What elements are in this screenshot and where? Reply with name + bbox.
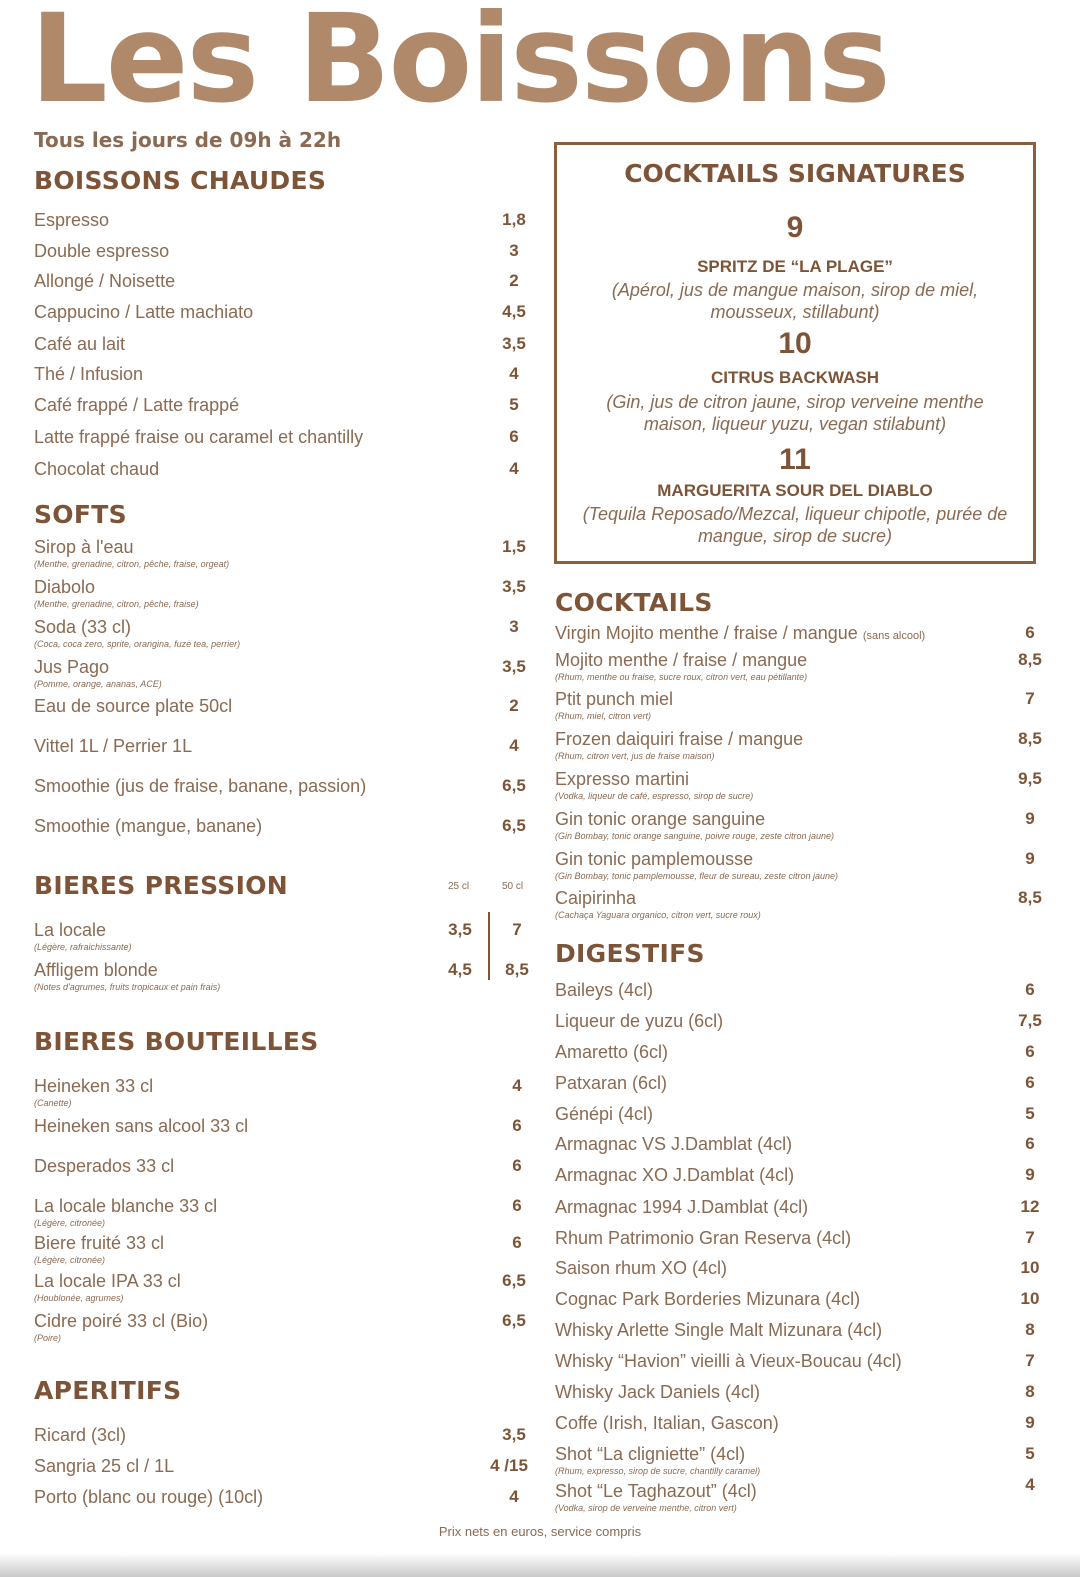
item-name-text: Virgin Mojito menthe / fraise / mangue [555,623,858,643]
item-description: (Rhum, expresso, sirop de sucre, chantilly caramel) [555,1466,761,1476]
item-name: Armagnac VS J.Damblat (4cl) [555,1134,793,1154]
item-price: 6,5 [502,776,526,795]
item-name: Espresso [34,210,110,230]
item-name: Double espresso [34,241,170,261]
item-price: 1,8 [502,210,526,229]
item-price: 9 [1025,1413,1035,1432]
item-name: Cappucino / Latte machiato [34,302,254,322]
item-price: 10 [1020,1258,1040,1277]
item-price: 8,5 [1018,729,1042,748]
item-price: 6 [1025,1134,1035,1153]
signature-name: CITRUS BACKWASH [710,368,880,387]
item-price: 2 [509,271,519,290]
section-title-signature-cocktails: COCKTAILS SIGNATURES [624,159,966,188]
item-name: Whisky “Havion” vieilli à Vieux-Boucau (4cl) [555,1351,902,1371]
item-price: 6,5 [502,1271,526,1290]
item-name: Smoothie (jus de fraise, banane, passion) [34,776,367,796]
item-price: 6 [1025,1073,1035,1092]
item-name: La locale IPA 33 cl [34,1271,181,1291]
item-name: Café au lait [34,334,126,354]
item-description: (Gin Bombay, tonic pamplemousse, fleur de sureau, zeste citron jaune) [555,871,838,881]
item-name: Génépi (4cl) [555,1104,654,1124]
item-name: Affligem blonde [34,960,158,980]
signature-name: MARGUERITA SOUR DEL DIABLO [657,481,933,500]
item-name: Desperados 33 cl [34,1156,175,1176]
item-description: (Canette) [34,1098,72,1108]
item-price: 9,5 [1018,769,1042,788]
item-description: (Rhum, miel, citron vert) [555,711,652,721]
item-name [555,623,925,644]
item-name: Armagnac XO J.Damblat (4cl) [555,1165,795,1185]
item-name: Smoothie (mangue, banane) [34,816,263,836]
item-price-small: 3,5 [448,920,472,939]
item-price: 8,5 [1018,650,1042,669]
item-name: Diabolo [34,577,96,597]
item-description: (Menthe, grenadine, citron, pêche, fraise, orgeat) [34,559,230,569]
item-price: 7 [1025,689,1035,708]
item-price: 6 [1025,623,1035,642]
item-name: Biere fruité 33 cl [34,1233,165,1253]
item-name: Ptit punch miel [555,689,674,709]
item-name: Jus Pago [34,657,110,677]
item-name: Shot “Le Taghazout” (4cl) [555,1481,757,1501]
item-price: 6,5 [502,1311,526,1330]
item-price: 4 [512,1076,522,1095]
item-name: Heineken sans alcool 33 cl [34,1116,249,1136]
item-name: Café frappé / Latte frappé [34,395,240,415]
item-price: 9 [1025,1165,1035,1184]
item-price: 6 [512,1156,522,1175]
item-description: (Légère, rafraichissante) [34,942,132,952]
item-price: 7 [1025,1228,1035,1247]
item-price: 6 [512,1116,522,1135]
item-price: 5 [1025,1444,1035,1463]
left-column [34,0,544,1577]
item-name: Cidre poiré 33 cl (Bio) [34,1311,209,1331]
item-name: Eau de source plate 50cl [34,696,233,716]
item-name: Soda (33 cl) [34,617,132,637]
item-price: 5 [509,395,519,414]
item-price: 6 [1025,1042,1035,1061]
footer-note: Prix nets en euros, service compris [438,1524,642,1539]
item-description: (Pomme, orange, ananas, ACE) [34,679,162,689]
item-name: Chocolat chaud [34,459,160,479]
section-title-aperitifs: APERITIFS [34,1376,182,1405]
alcohol-free-tag: (sans alcool) [862,630,926,642]
item-name: Patxaran (6cl) [555,1073,668,1093]
signature-price: 11 [779,443,811,476]
item-price: 4 [1025,1475,1035,1494]
item-name: Allongé / Noisette [34,271,176,291]
item-price: 9 [1025,849,1035,868]
section-title-hot-drinks: BOISSONS CHAUDES [34,166,327,195]
item-price: 9 [1025,809,1035,828]
item-price: 6,5 [502,816,526,835]
price-column-divider [488,912,490,980]
item-price: 6 [512,1196,522,1215]
item-name: Baileys (4cl) [555,980,654,1000]
item-price: 6 [512,1233,522,1252]
item-price: 3,5 [502,657,526,676]
item-description: (Légère, citronée) [34,1255,106,1265]
item-name: Saison rhum XO (4cl) [555,1258,728,1278]
item-price: 6 [1025,980,1035,999]
item-name: Expresso martini [555,769,690,789]
item-description: (Gin Bombay, tonic orange sanguine, poivre rouge, zeste citron jaune) [555,831,834,841]
item-price: 6 [509,427,519,446]
item-description: (Rhum, citron vert, jus de fraise maison) [555,751,715,761]
item-name: Thé / Infusion [34,364,144,384]
item-name: Sangria 25 cl / 1L [34,1456,175,1476]
item-description: (Vodka, sirop de verveine menthe, citron vert) [555,1503,737,1513]
item-name: Mojito menthe / fraise / mangue [555,650,808,670]
item-name: Latte frappé fraise ou caramel et chantilly [34,427,364,447]
item-price: 4,5 [502,302,526,321]
signature-description: (Tequila Reposado/Mezcal, liqueur chipotle, purée de mangue, sirop de sucre) [582,504,1008,546]
item-price-small: 4,5 [448,960,472,979]
item-price-large: 7 [512,920,522,939]
item-name: Frozen daiquiri fraise / mangue [555,729,804,749]
item-description: (Poire) [34,1333,62,1343]
item-price: 4 [509,1487,519,1506]
item-price: 8 [1025,1382,1035,1401]
section-title-draft-beers: BIERES PRESSION [34,871,288,900]
item-name: Whisky Arlette Single Malt Mizunara (4cl) [555,1320,883,1340]
section-title-digestifs: DIGESTIFS [555,939,705,968]
item-price: 4 [509,459,519,478]
signature-name: SPRITZ DE “LA PLAGE” [697,257,893,276]
item-price: 2 [509,696,519,715]
opening-hours: Tous les jours de 09h à 22h [34,128,342,152]
item-name: Armagnac 1994 J.Damblat (4cl) [555,1197,809,1217]
item-price: 4 [509,736,519,755]
item-description: (Légère, citronée) [34,1218,106,1228]
page-title: Les Boissons [30,0,889,130]
item-price: 7,5 [1018,1011,1042,1030]
section-title-bottled-beers: BIERES BOUTEILLES [34,1027,319,1056]
item-price: 3 [509,617,519,636]
item-name: Gin tonic orange sanguine [555,809,766,829]
signature-description: (Gin, jus de citron jaune, sirop verveine menthe maison, liqueur yuzu, vegan stilabunt) [606,392,984,434]
section-title-cocktails: COCKTAILS [555,588,713,617]
section-title-softs: SOFTS [34,500,127,529]
item-name: Rhum Patrimonio Gran Reserva (4cl) [555,1228,852,1248]
item-price: 1,5 [502,537,526,556]
item-description: (Coca, coca zero, sprite, orangina, fuze tea, perrier) [34,639,241,649]
item-name: La locale blanche 33 cl [34,1196,218,1216]
size-label-small: 25 cl [448,881,470,892]
item-price: 4 /15 [490,1456,528,1475]
bottom-edge-shadow [0,1553,1080,1577]
item-price: 8 [1025,1320,1035,1339]
size-label-large: 50 cl [502,881,524,892]
item-description: (Houblonée, agrumes) [34,1293,124,1303]
right-column [555,0,1055,1577]
item-price: 3 [509,241,519,260]
item-name: Porto (blanc ou rouge) (10cl) [34,1487,264,1507]
item-price: 5 [1025,1104,1035,1123]
item-name: Amaretto (6cl) [555,1042,669,1062]
signature-description: (Apérol, jus de mangue maison, sirop de miel, mousseux, stillabunt) [611,280,979,322]
item-price-large: 8,5 [505,960,529,979]
item-description: (Vodka, liqueur de café, espresso, sirop de sucre) [555,791,754,801]
signature-price: 10 [778,327,812,360]
item-name: Gin tonic pamplemousse [555,849,754,869]
item-price: 8,5 [1018,888,1042,907]
item-price: 12 [1020,1197,1040,1216]
signature-price: 9 [786,211,804,244]
item-name: Cognac Park Borderies Mizunara (4cl) [555,1289,861,1309]
item-name: Heineken 33 cl [34,1076,154,1096]
item-name: Whisky Jack Daniels (4cl) [555,1382,761,1402]
item-price: 7 [1025,1351,1035,1370]
item-name: Sirop à l'eau [34,537,134,557]
item-price: 4 [509,364,519,383]
item-name: Coffe (Irish, Italian, Gascon) [555,1413,779,1433]
item-price: 3,5 [502,1425,526,1444]
item-name: Vittel 1L / Perrier 1L [34,736,193,756]
item-name: Shot “La cligniette” (4cl) [555,1444,746,1464]
item-description: (Cachaça Yaguara organico, citron vert, sucre roux) [555,910,761,920]
item-name: Ricard (3cl) [34,1425,127,1445]
item-description: (Rhum, menthe ou fraise, sucre roux, citron vert, eau pétillante) [555,672,808,682]
item-name: La locale [34,920,107,940]
item-description: (Notes d'agrumes, fruits tropicaux et pain frais) [34,982,221,992]
item-name: Caipirinha [555,888,637,908]
item-description: (Menthe, grenadine, citron, pêche, fraise) [34,599,199,609]
item-price: 10 [1020,1289,1040,1308]
item-price: 3,5 [502,334,526,353]
item-name: Liqueur de yuzu (6cl) [555,1011,724,1031]
item-price: 3,5 [502,577,526,596]
